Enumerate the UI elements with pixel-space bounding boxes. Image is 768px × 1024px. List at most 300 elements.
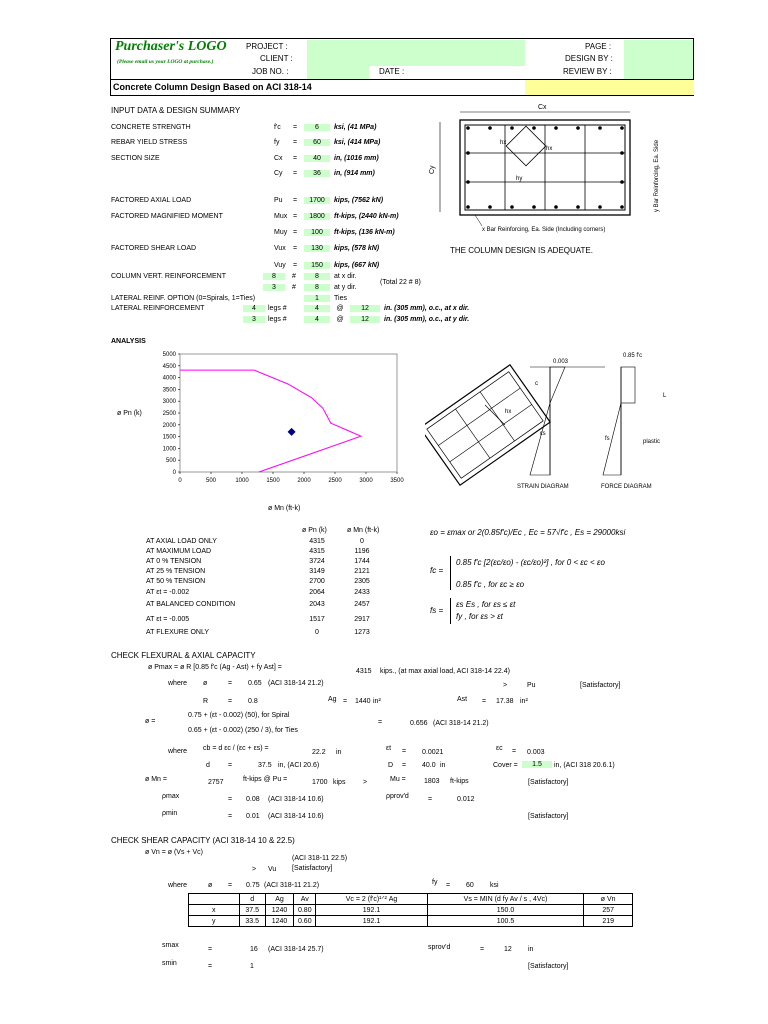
flex-heading: CHECK FLEXURAL & AXIAL CAPACITY: [111, 651, 256, 660]
x-tick-label: 2000: [297, 478, 311, 484]
capacity-row-mn: 1196: [354, 548, 370, 555]
rebar-dot: [466, 126, 470, 130]
shear-data-row: [189, 916, 633, 927]
rot-hx-label: hx: [505, 409, 512, 415]
flex-where2: where: [168, 748, 188, 755]
reinf-x-dir: at x dir.: [334, 273, 357, 280]
input-symbol: Muy: [274, 229, 288, 236]
flex-et: εt: [386, 745, 392, 752]
flex-rprov-val: 0.012: [457, 796, 475, 803]
plot-area: [180, 354, 397, 472]
input-label: CONCRETE STRENGTH: [111, 124, 191, 131]
shear-cell: 192.1: [316, 916, 427, 927]
y-tick-label: 4000: [162, 375, 176, 382]
flex-cover-label: Cover =: [493, 762, 518, 769]
capacity-row-label: AT MAXIMUM LOAD: [146, 548, 212, 555]
flex-sat2: [Satisfactory]: [528, 779, 569, 786]
rebar-dot: [620, 126, 624, 130]
flex-R-eq: =: [228, 698, 233, 705]
y-tick-label: 1500: [162, 434, 176, 441]
rot-line-2: [450, 405, 532, 462]
flex-phi-ref: (ACI 318-14 21.2): [268, 680, 324, 687]
input-symbol: f'c: [274, 124, 281, 131]
flex-cb-unit: in: [336, 749, 342, 756]
flex-Ag: Ag: [328, 696, 337, 703]
rebar-dot: [510, 126, 514, 130]
title-fill: [525, 80, 694, 95]
lat-y-bar[interactable]: 4: [304, 316, 330, 323]
capacity-row-mn: 2433: [354, 589, 370, 596]
page-label: PAGE :: [585, 42, 612, 51]
shear-cell: 219: [584, 916, 633, 927]
shear-fy-eq: =: [446, 882, 451, 889]
shear-where: where: [168, 882, 188, 889]
lat-y-unit: in. (305 mm), o.c., at y dir.: [384, 316, 470, 323]
reinf-y-size[interactable]: 8: [304, 284, 330, 291]
flex-Ag-val: 1440: [355, 698, 371, 705]
input-unit: ksi, (41 MPa): [334, 124, 377, 131]
flex-mn-pu: 1700: [312, 779, 328, 786]
input-symbol: Pu: [274, 197, 283, 204]
input-value[interactable]: 6: [304, 124, 330, 131]
input-value[interactable]: 100: [304, 229, 330, 236]
flex-R: R: [203, 698, 209, 705]
flex-pmax: ø Pmax = ø R [0.85 f'c (Ag - Ast) + fy Ast] =: [148, 664, 282, 671]
flex-phi-val: 0.65: [248, 680, 262, 687]
y-tick-label: 2000: [162, 422, 176, 429]
input-value[interactable]: 130: [304, 245, 330, 252]
shear-smin: smin: [162, 960, 177, 967]
lat-x-spacing[interactable]: 12: [350, 305, 380, 312]
shear-vn: ø Vn = ø (Vs + Vc): [145, 849, 203, 856]
flex-phi2: ø =: [145, 718, 156, 725]
reinf-x-count[interactable]: 8: [263, 273, 285, 280]
flex-rmax-val: 0.08: [246, 796, 260, 803]
column-section-figure: [420, 100, 670, 235]
capacity-row-pn: 3724: [309, 558, 325, 565]
input-label: SECTION SIZE: [111, 155, 160, 162]
flex-D-eq: =: [402, 762, 407, 769]
flex-d-eq: =: [228, 762, 233, 769]
lat-y-spacing[interactable]: 12: [350, 316, 380, 323]
brace-fs: [450, 598, 454, 624]
flex-D: D: [388, 762, 394, 769]
shear-vu: Vu: [268, 866, 277, 873]
shear-cell: 150.0: [427, 905, 584, 916]
capacity-row-label: AT FLEXURE ONLY: [146, 629, 210, 636]
flex-rmin-ref: (ACI 318-14 10.6): [268, 813, 324, 820]
rebar-dot: [620, 180, 624, 184]
input-unit: in, (914 mm): [334, 170, 375, 177]
formula-fc-a: 0.85 f'c [2(εc/εo) - (εc/εo)²] , for 0 < εc < εo: [456, 558, 605, 567]
lat-option-word: Ties: [334, 295, 347, 302]
job-no-field[interactable]: [307, 66, 369, 79]
lat-x-unit: in. (305 mm), o.c., at x dir.: [384, 305, 470, 312]
lat-option-value[interactable]: 1: [304, 295, 330, 302]
shear-data-row: [189, 905, 633, 916]
strain-diagram-label: STRAIN DIAGRAM: [517, 484, 569, 490]
shear-sprov: sprov'd: [428, 944, 451, 951]
capacity-row-mn: 2457: [354, 601, 370, 608]
shear-fy-val: 60: [466, 882, 474, 889]
lat-x-legs[interactable]: 4: [243, 305, 265, 312]
shear-sprov-val: 12: [504, 946, 512, 953]
shear-cell: Vc = 2 (f'c)¹ᐟ² Ag: [316, 894, 427, 905]
rebar-dot: [598, 126, 602, 130]
reinf-label: COLUMN VERT. REINFORCEMENT: [111, 273, 226, 280]
formula-fc-label: fc =: [430, 566, 444, 575]
capacity-row-label: AT 25 % TENSION: [146, 568, 206, 575]
hx2-label: hx: [546, 146, 553, 152]
shear-sprov-eq: =: [480, 946, 485, 953]
input-symbol: Mux: [274, 213, 288, 220]
y-tick-label: 5000: [162, 352, 176, 358]
input-equals: =: [293, 262, 298, 269]
shear-heading: CHECK SHEAR CAPACITY (ACI 318-14 10 & 22.5): [111, 836, 295, 845]
job-no-label: JOB NO. :: [252, 67, 289, 76]
neutral-arrow: [485, 405, 505, 425]
capacity-row-pn: 4315: [309, 538, 325, 545]
input-value[interactable]: 1700: [304, 197, 330, 204]
shear-cell: 1240: [265, 916, 293, 927]
rebar-dot: [466, 180, 470, 184]
rebar-dot: [488, 205, 492, 209]
formula-fs-b: fy , for εs > εt: [456, 612, 503, 621]
x-bar-note: x Bar Reinforcing, Ea. Side (Including corners): [482, 227, 606, 233]
input-value[interactable]: 150: [304, 262, 330, 269]
lat-x-bar[interactable]: 4: [304, 305, 330, 312]
flex-D-val: 40.0: [422, 762, 436, 769]
reinf-y-hash: #: [292, 284, 296, 291]
capacity-row-mn: 2121: [354, 568, 370, 575]
input-unit: ft-kips, (2440 kN-m): [334, 213, 399, 220]
input-value[interactable]: 40: [304, 155, 330, 162]
strain-c: c: [535, 381, 538, 387]
flex-cb-val: 22.2: [312, 749, 326, 756]
x-tick-label: 2500: [328, 478, 342, 484]
shear-header-row: [189, 894, 633, 905]
input-symbol: Cy: [274, 170, 283, 177]
shear-phi: ø: [208, 882, 213, 889]
flex-kips: kips: [333, 779, 346, 786]
shear-cell: y: [189, 916, 240, 927]
y-tick-label: 4500: [162, 363, 176, 370]
flex-R-val: 0.8: [248, 698, 258, 705]
capacity-row-label: AT εt = -0.002: [146, 589, 190, 596]
reinf-y-dir: at y dir.: [334, 284, 357, 291]
flex-phi2-val: 0.656: [410, 720, 428, 727]
shear-cell: Ag: [265, 894, 293, 905]
flex-where: where: [168, 680, 188, 687]
input-label: FACTORED SHEAR LOAD: [111, 245, 197, 252]
shear-cell: 100.5: [427, 916, 584, 927]
rebar-dot: [620, 205, 624, 209]
flex-pu: Pu: [527, 682, 536, 689]
flex-rprov-eq: =: [428, 796, 433, 803]
reinf-total: (Total 22 # 8): [380, 279, 421, 286]
force-plastic: plastic: [643, 439, 661, 445]
force-diagram-label: FORCE DIAGRAM: [601, 484, 652, 490]
flex-mn-val: 2757: [208, 779, 224, 786]
x-tick-label: 500: [205, 478, 217, 484]
shear-cell: 0.60: [294, 916, 316, 927]
capacity-row-mn: 1744: [354, 558, 370, 565]
flex-phi2-b: 0.65 + (εt - 0.002) (250 / 3), for Ties: [188, 727, 298, 734]
shear-cell: 257: [584, 905, 633, 916]
input-value[interactable]: 60: [304, 139, 330, 146]
lat-y-legs-text: legs #: [268, 316, 287, 323]
x-note-leader: [475, 215, 482, 226]
force-block: [621, 367, 635, 403]
flex-phi2-ref: (ACI 318-14 21.2): [433, 720, 489, 727]
shear-cell: Av: [294, 894, 316, 905]
shear-cell: 37.5: [239, 905, 265, 916]
flex-rprov: ρprov'd: [386, 793, 409, 800]
x-tick-label: 1000: [235, 478, 249, 484]
flex-rmin: ρmin: [162, 810, 178, 817]
flex-ec-val: 0.003: [527, 749, 545, 756]
x-tick-label: 3500: [390, 478, 404, 484]
flex-et-val: 0.0021: [422, 749, 444, 756]
rebar-dot: [554, 126, 558, 130]
rebar-dot: [598, 205, 602, 209]
project-label: PROJECT :: [246, 42, 288, 51]
input-symbol: fy: [274, 139, 280, 146]
y-tick-label: 500: [165, 458, 176, 465]
input-unit: ksi, (414 MPa): [334, 139, 381, 146]
reinf-x-hash: #: [292, 273, 296, 280]
capacity-row-pn: 2043: [309, 601, 325, 608]
capacity-row-mn: 0: [360, 538, 364, 545]
review-field[interactable]: [624, 66, 693, 79]
input-label: REBAR YIELD STRESS: [111, 139, 188, 146]
force-l: L: [663, 393, 667, 399]
flex-Ag-unit: in²: [373, 698, 381, 705]
strain-force-figure: [425, 345, 685, 495]
col-mn-header: ø Mn (ft-k): [347, 527, 380, 534]
analysis-heading: ANALYSIS: [111, 338, 146, 345]
shear-smax: smax: [162, 942, 179, 949]
header-box: [110, 38, 694, 80]
input-unit: ft-kips, (136 kN-m): [334, 229, 395, 236]
flex-d-ref: in, (ACI 20.6): [278, 762, 320, 769]
input-unit: kips, (667 kN): [334, 262, 380, 269]
flex-mu: Mu =: [390, 776, 406, 783]
input-symbol: Vuy: [274, 262, 286, 269]
strain-comp: [550, 367, 565, 403]
design-adequate-text: THE COLUMN DESIGN IS ADEQUATE.: [450, 246, 593, 255]
input-symbol: Cx: [274, 155, 283, 162]
input-label: FACTORED MAGNIFIED MOMENT: [111, 213, 223, 220]
input-value[interactable]: 36: [304, 170, 330, 177]
shear-cell: 33.5: [239, 916, 265, 927]
shear-cell: d: [239, 894, 265, 905]
rot-line-4: [480, 392, 514, 441]
strain-tens: [530, 403, 550, 475]
shear-fy: fy: [432, 879, 438, 886]
capacity-row-mn: 1273: [354, 629, 370, 636]
flex-Ag-eq: =: [343, 698, 348, 705]
capacity-row-label: AT BALANCED CONDITION: [146, 601, 236, 608]
input-equals: =: [293, 124, 298, 131]
flex-sat1: [Satisfactory]: [580, 682, 621, 689]
lat-option-label: LATERAL REINF. OPTION (0=Spirals, 1=Ties): [111, 295, 256, 302]
input-equals: =: [293, 245, 298, 252]
input-equals: =: [293, 197, 298, 204]
flex-cover-input[interactable]: 1.5: [522, 761, 552, 768]
shear-sprov-unit: in: [528, 946, 534, 953]
logo-note: (Please email us your LOGO at purchase.): [117, 59, 214, 65]
flex-d-val: 37.5: [258, 762, 272, 769]
reinf-y-count[interactable]: 3: [263, 284, 285, 291]
input-equals: =: [293, 155, 298, 162]
capacity-row-label: AT 50 % TENSION: [146, 578, 206, 585]
flex-D-unit: in: [440, 762, 446, 769]
review-by-label: REVIEW BY :: [563, 67, 612, 76]
flex-rmin-val: 0.01: [246, 813, 260, 820]
page-design-field[interactable]: [624, 40, 693, 66]
rebar-dot: [620, 151, 624, 155]
input-value[interactable]: 1800: [304, 213, 330, 220]
capacity-row-pn: 3149: [309, 568, 325, 575]
title-bar: [110, 80, 694, 96]
shear-sat2: [Satisfactory]: [528, 963, 569, 970]
input-equals: =: [293, 139, 298, 146]
lat-label: LATERAL REINFORCEMENT: [111, 305, 205, 312]
y-bar-note: y Bar Reinforcing, Ea. Side: [654, 139, 660, 212]
shear-cell: 1240: [265, 905, 293, 916]
flex-pmax-val: 4315: [356, 668, 372, 675]
flex-Ast-unit: in²: [520, 698, 528, 705]
rebar-dot: [576, 126, 580, 130]
hx-label: hx: [500, 140, 507, 146]
capacity-row-pn: 2064: [309, 589, 325, 596]
flex-ec: εc: [496, 745, 503, 752]
chart-ylabel: ø Pn (k): [117, 410, 142, 417]
x-tick-label: 1500: [266, 478, 280, 484]
shear-cell: Vs = MIN (d fy Av / s , 4Vc): [427, 894, 584, 905]
flex-sat3: [Satisfactory]: [528, 813, 569, 820]
flex-phi-eq: =: [228, 680, 233, 687]
capacity-row-label: AT εt = -0.005: [146, 616, 190, 623]
formula-fc-b: 0.85 f'c , for εc ≥ εo: [456, 580, 525, 589]
reinf-x-size[interactable]: 8: [304, 273, 330, 280]
lat-x-legs-text: legs #: [268, 305, 287, 312]
lat-y-legs[interactable]: 3: [243, 316, 265, 323]
capacity-row-label: AT AXIAL LOAD ONLY: [146, 538, 217, 545]
flex-rmax: ρmax: [162, 793, 180, 800]
shear-smin-val: 1: [250, 963, 254, 970]
input-unit: in, (1016 mm): [334, 155, 379, 162]
rotated-section: [425, 365, 550, 485]
formula-eo: εo = εmax or 2(0.85f'c)/Ec , Ec = 57√f'c , Es = 29000ksi: [430, 528, 626, 537]
input-symbol: Vux: [274, 245, 286, 252]
input-equals: =: [293, 213, 298, 220]
force-085: 0.85 f'c: [623, 353, 643, 359]
y-tick-label: 2500: [162, 411, 176, 417]
hy-label: hy: [516, 176, 523, 182]
rebar-dot: [532, 205, 536, 209]
x-tick-label: 0: [178, 478, 182, 484]
flex-phi2-eq: =: [378, 719, 383, 726]
flex-mu-val: 1803: [424, 778, 440, 785]
cy-dim-label: Cy: [429, 165, 436, 174]
flex-d: d: [206, 762, 210, 769]
shear-ksi: ksi: [490, 882, 499, 889]
client-label: CLIENT :: [260, 54, 293, 63]
col-pn-header: ø Pn (k): [302, 527, 327, 534]
flex-cover-ref: in, (ACI 318 20.6.1): [554, 762, 615, 769]
y-tick-label: 0: [172, 470, 176, 476]
chart-xlabel: ø Mn (ft-k): [268, 505, 301, 512]
purchaser-logo: Purchaser's LOGO: [115, 39, 227, 54]
shear-vn-ref: (ACI 318-11 22.5): [292, 855, 348, 862]
capacity-row-pn: 4315: [309, 548, 325, 555]
shear-cell: 0.80: [294, 905, 316, 916]
y-tick-label: 3000: [162, 399, 176, 406]
flex-Ast: Ast: [457, 696, 468, 703]
shear-phi-eq: =: [228, 882, 233, 889]
strain-es: εs: [540, 431, 546, 437]
shear-smin-eq: =: [208, 963, 213, 970]
shear-smax-eq: =: [208, 946, 213, 953]
rebar-dot: [554, 205, 558, 209]
cx-dim-label: Cx: [538, 104, 547, 111]
flex-ftk: ft-kips: [450, 778, 469, 785]
capacity-row-pn: 1517: [309, 616, 325, 623]
input-heading: INPUT DATA & DESIGN SUMMARY: [111, 106, 241, 115]
shear-cell: x: [189, 905, 240, 916]
flex-et-eq: =: [402, 748, 407, 755]
input-unit: kips, (578 kN): [334, 245, 380, 252]
capacity-row-mn: 2305: [354, 578, 370, 585]
rebar-dot: [466, 205, 470, 209]
rot-line-3: [456, 409, 490, 458]
date-label: DATE :: [379, 67, 405, 76]
force-fs: fs: [605, 436, 610, 442]
flex-phi2-a: 0.75 + (εt - 0.002) (50), for Spiral: [188, 712, 290, 719]
pm-interaction-chart: [140, 348, 410, 496]
shear-cell: 192.1: [316, 905, 427, 916]
rebar-dot: [488, 126, 492, 130]
flex-Ast-val: 17.38: [496, 698, 514, 705]
hx-hy-detail: [506, 126, 546, 166]
rebar-dot: [576, 205, 580, 209]
capacity-row-mn: 2917: [354, 616, 370, 623]
project-client-field[interactable]: [307, 40, 525, 66]
input-label: FACTORED AXIAL LOAD: [111, 197, 192, 204]
rebar-dot: [466, 151, 470, 155]
flex-pmax-note: kips., (at max axial load, ACI 318-14 22.4): [380, 668, 510, 675]
flex-Ast-eq: =: [482, 698, 487, 705]
flex-cb: cb = d εc / (εc + εs) =: [203, 745, 269, 752]
flex-ec-eq: =: [512, 748, 517, 755]
shear-phi-val: 0.75: [246, 882, 260, 889]
flex-mn-gt: >: [363, 779, 368, 786]
shear-table: [188, 893, 633, 927]
flex-phi: ø: [203, 680, 208, 687]
shear-phi-ref: (ACI 318-11 21.2): [264, 882, 320, 889]
strain-e003: 0.003: [553, 359, 569, 365]
rebar-dot: [532, 126, 536, 130]
y-tick-label: 3500: [162, 387, 176, 394]
shear-smax-ref: (ACI 318-14 25.7): [268, 946, 324, 953]
shear-cell: ø Vn: [584, 894, 633, 905]
x-tick-label: 3000: [359, 478, 373, 484]
rot-outline: [425, 365, 550, 485]
shear-sat: [Satisfactory]: [292, 865, 333, 872]
capacity-row-label: AT 0 % TENSION: [146, 558, 202, 565]
